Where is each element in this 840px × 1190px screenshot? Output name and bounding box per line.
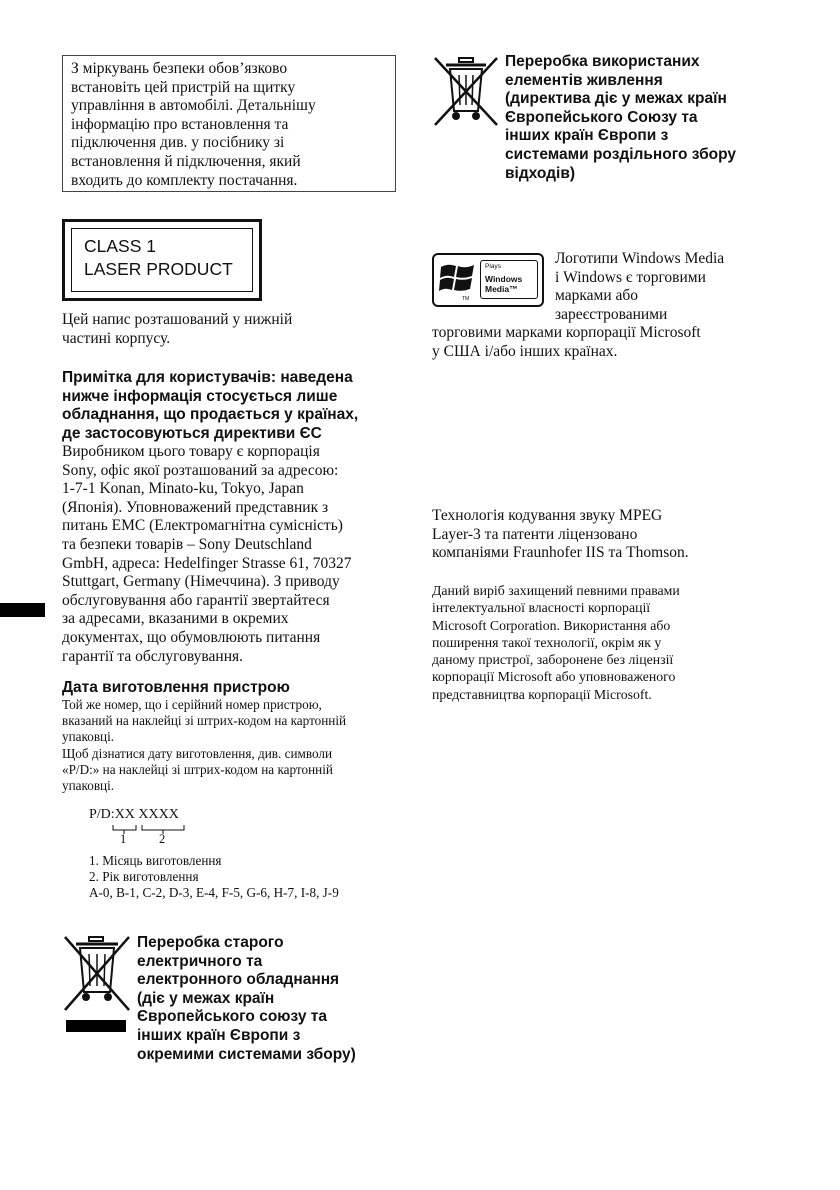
- wm-plays-label: Plays: [485, 263, 501, 270]
- eu-note-heading: Примітка для користувачів: наведена нижче інформація стосується лише обладнання, що продається у країнах, де застосовуються директиви ЄС: [62, 369, 359, 442]
- wm-name-label: Windows Media™: [485, 274, 523, 294]
- weee-bin-icon: [62, 934, 132, 1014]
- manufacture-date-heading: Дата виготовлення пристрою: [62, 679, 290, 696]
- pd-label-1: 1: [120, 832, 127, 846]
- battery-heading: Переробка використаних елементів живлення (директива діє у межах країн Європейського Союзу та інших країн Європи з системами роздільного збору відходів): [505, 53, 737, 182]
- eu-note-text: Виробником цього товару є корпорація Sony, офіс якої розташований за адресою: 1-7-1 Konan, Minato-ku, Tokyo, Japan (Японія). Уповноважений представник з питань EMC (Електромагнітна сумісність) та безпеки товарів – Sony Deutschland GmbH, адреса: Hedelfinger Strasse 61, 70327 Stuttgart, Germany (Німеччина). З приводу обслуговування або гарантії звертайтеся за адресами, вказаними в окремих документах, що обумовлюють питання гарантії та обслуговування.: [62, 443, 352, 665]
- laser-product-text: CLASS 1 LASER PRODUCT: [71, 228, 253, 292]
- windows-media-plays-box: [480, 260, 538, 299]
- mpeg-license-text: Технологія кодування звуку MPEG Layer-3 та патенти ліцензовано компаніями Fraunhofer IIS та Thomson.: [432, 507, 689, 562]
- pd-label-2: 2: [159, 832, 166, 846]
- microsoft-ip-text: Даний виріб захищений певними правами інтелектуальної власності корпорації Microsoft Corporation. Використання або поширення такої технології, окрім як у даному пристрої, заборонене без ліцензії корпорації Microsoft або уповноваженого представництва корпорації Microsoft.: [432, 583, 680, 702]
- laser-product-label: [62, 219, 262, 301]
- pd-part-year: XXXX: [138, 807, 179, 822]
- windows-media-logo: [432, 253, 544, 307]
- weee-black-bar: [66, 1020, 126, 1032]
- battery-bin-icon: [432, 55, 500, 127]
- pd-code: [89, 807, 179, 823]
- safety-notice-box: [62, 55, 396, 192]
- weee-heading: Переробка старого електричного та електронного обладнання (діє у межах країн Європейського союзу та інших країн Європи з окремими системами збору): [137, 934, 356, 1063]
- pd-prefix: P/D:: [89, 807, 115, 822]
- manufacture-date-text: Той же номер, що і серійний номер пристрою, вказаний на наклейці зі штрих-кодом на картонній упаковці. Щоб дізнатися дату виготовлення, див. символи «P/D:» на наклейці зі штрих-кодом на картонній упаковці.: [62, 697, 347, 794]
- section-tab-marker: [0, 603, 45, 617]
- laser-caption: Цей напис розташований у нижній частині корпусу.: [62, 311, 293, 347]
- safety-notice-text: З міркувань безпеки обов’язково встановіть цей пристрій на щитку управління в автомобілі. Детальнішу інформацію про встановлення та підключення див. у посібнику зі встановлення й підключення, який входить до комплекту постачання.: [71, 60, 316, 189]
- pd-legend: 1. Місяць виготовлення 2. Рік виготовлення A-0, B-1, C-2, D-3, E-4, F-5, G-6, H-7, I-8, J-9: [89, 853, 339, 901]
- windows-media-trademark-side: Логотипи Windows Media і Windows є торговими марками або зареєстрованими: [555, 250, 725, 323]
- windows-tm-mark: TM: [462, 296, 470, 302]
- windows-flag-icon: [439, 261, 477, 295]
- windows-media-trademark-text: торговими марками корпорації Microsoft у США і/або інших країнах.: [432, 324, 701, 360]
- pd-part-month: XX: [114, 807, 135, 822]
